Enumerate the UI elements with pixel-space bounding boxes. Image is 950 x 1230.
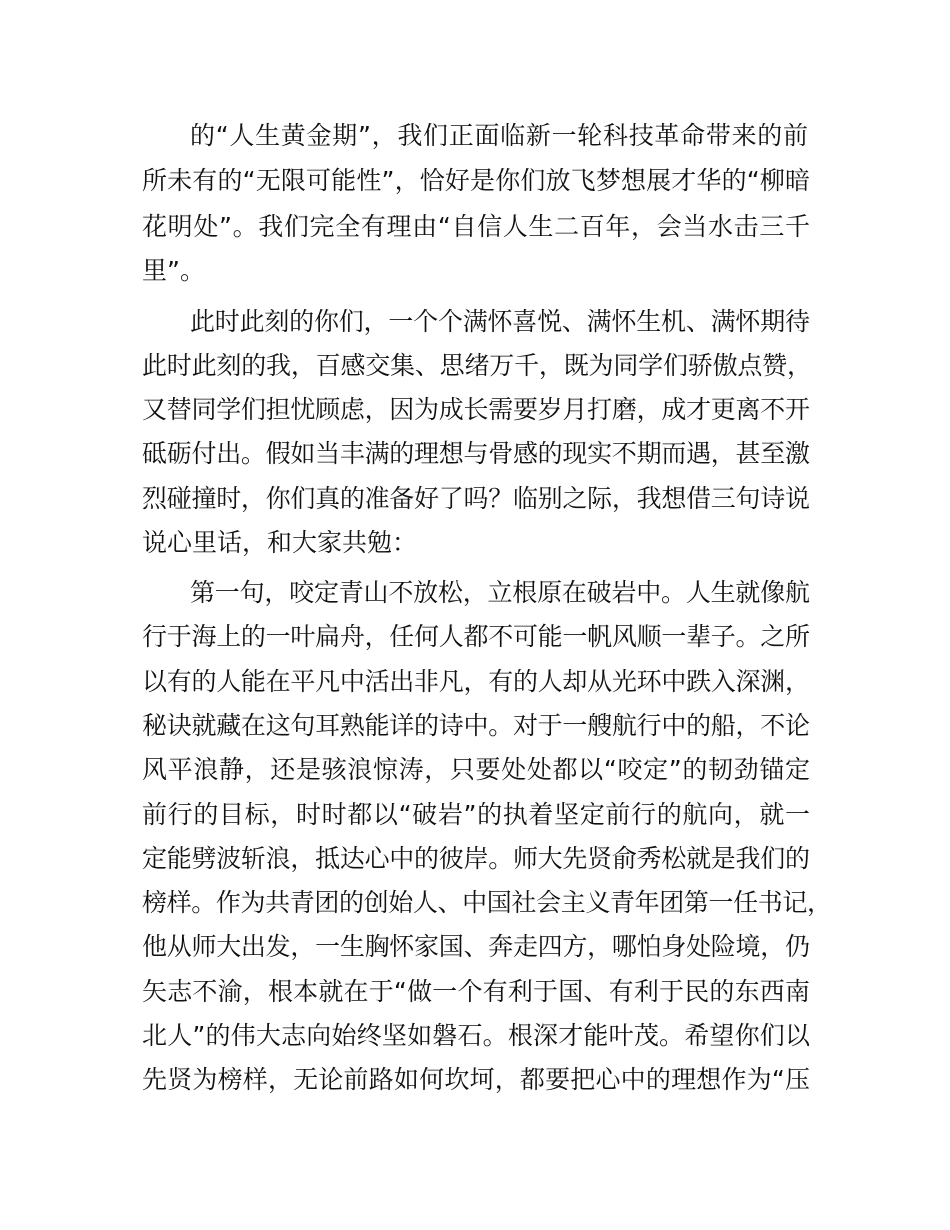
- text-line: 此时此刻的我，百感交集、思绪万千，既为同学们骄傲点赞，: [142, 351, 812, 380]
- text-line: 前行的目标，时时都以“破岩”的执着坚定前行的航向，就一: [142, 800, 811, 829]
- text-line: 以有的人能在平凡中活出非凡，有的人却从光环中跌入深渊，: [142, 667, 810, 696]
- text-line: 花明处”。我们完全有理由“自信人生二百年，会当水击三千: [142, 212, 811, 241]
- text-line: 矢志不渝，根本就在于“做一个有利于国、有利于民的东西南: [142, 977, 811, 1006]
- text-line: 又替同学们担忧顾虑，因为成长需要岁月打磨，成才更离不开: [142, 395, 810, 424]
- text-line: 第一句，咬定青山不放松，立根原在破岩中。人生就像航: [190, 578, 810, 607]
- text-line: 烈碰撞时，你们真的准备好了吗？临别之际，我想借三句诗说: [142, 484, 810, 513]
- text-line: 说心里话，和大家共勉：: [142, 528, 418, 557]
- text-line: 北人”的伟大志向始终坚如磐石。根深才能叶茂。希望你们以: [142, 1021, 811, 1050]
- text-line: 所未有的“无限可能性”，恰好是你们放飞梦想展才华的“柳暗: [142, 166, 811, 195]
- text-line: 秘诀就藏在这句耳熟能详的诗中。对于一艘航行中的船，不论: [142, 711, 810, 740]
- text-line: 风平浪静，还是骇浪惊涛，只要处处都以“咬定”的韧劲锚定: [142, 755, 811, 784]
- text-line: 他从师大出发，一生胸怀家国、奔走四方，哪怕身处险境，仍: [142, 932, 810, 961]
- text-line: 先贤为榜样，无论前路如何坎坷，都要把心中的理想作为“压: [142, 1065, 811, 1094]
- text-line: 的“人生黄金期”，我们正面临新一轮科技革命带来的前: [190, 121, 809, 150]
- text-line: 里”。: [142, 256, 205, 285]
- text-line: 此时此刻的你们，一个个满怀喜悦、满怀生机、满怀期待: [190, 307, 810, 336]
- text-line: 砥砺付出。假如当丰满的理想与骨感的现实不期而遇，甚至激: [142, 439, 810, 468]
- text-line: 定能劈波斩浪，抵达心中的彼岸。师大先贤俞秀松就是我们的: [142, 844, 810, 873]
- text-line: 榜样。作为共青团的创始人、中国社会主义青年团第一任书记，: [142, 888, 832, 917]
- text-line: 行于海上的一叶扁舟，任何人都不可能一帆风顺一辈子。之所: [142, 622, 810, 651]
